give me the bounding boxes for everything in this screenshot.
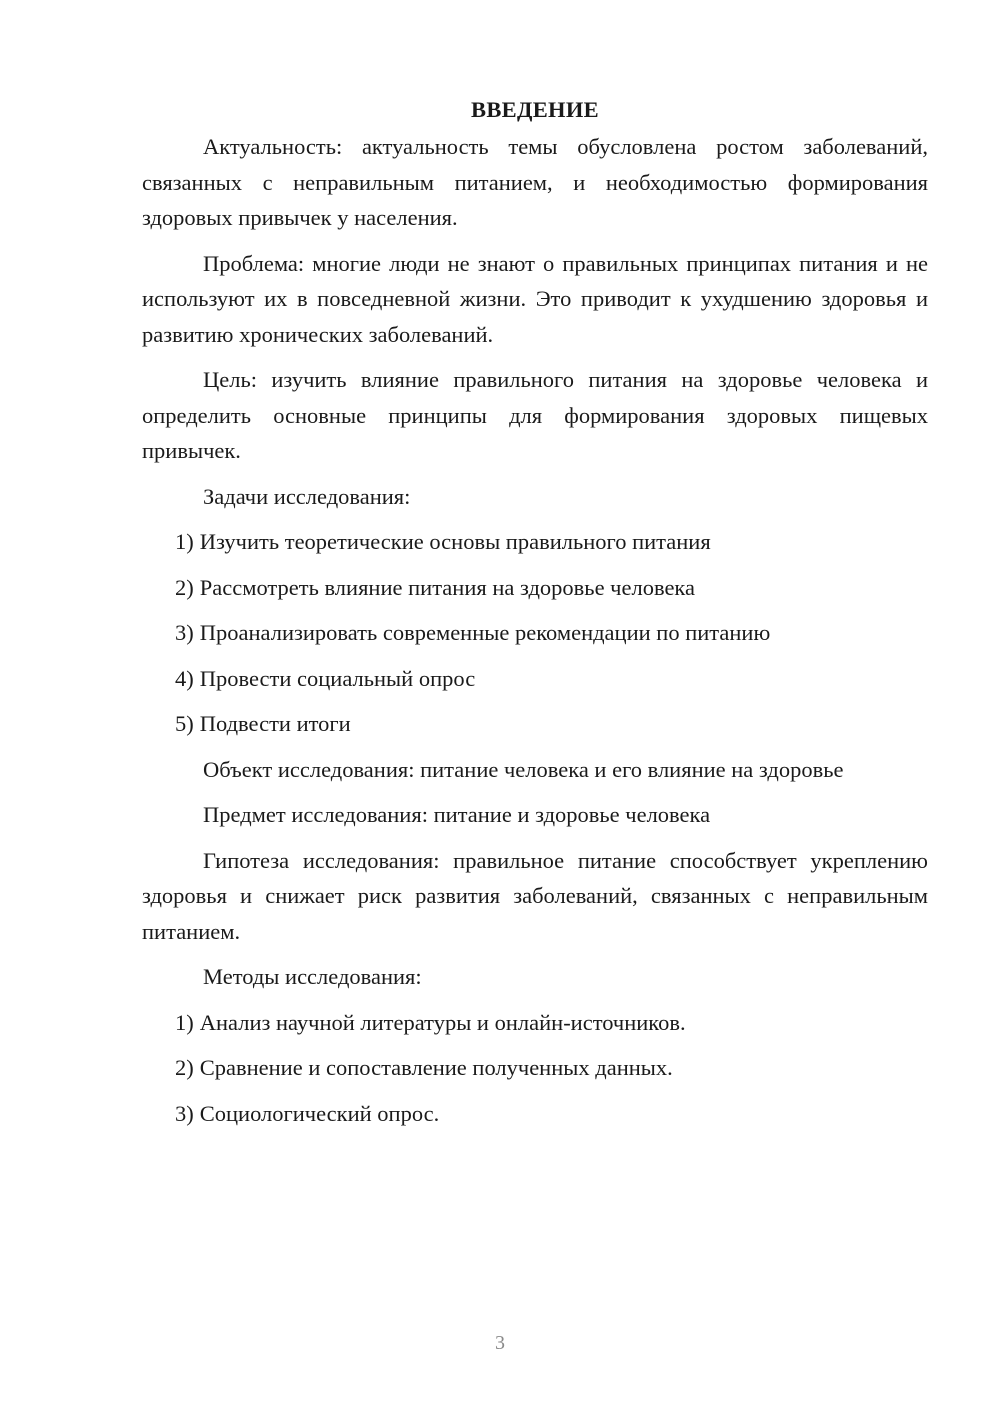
hypothesis-paragraph: Гипотеза исследования: правильное питание способствует укреплению здоровья и снижает риск развития заболеваний, связанных с неправильным питанием.	[142, 847, 928, 944]
list-item-text: Изучить теоретические основы правильного питания	[199, 529, 711, 554]
list-item-text: Проанализировать современные рекомендации по питанию	[199, 620, 771, 645]
methods-title: Методы исследования:	[203, 964, 422, 989]
list-item-text: Анализ научной литературы и онлайн-источников.	[199, 1009, 686, 1035]
list-item	[142, 1050, 928, 1086]
list-item-number: 5)	[175, 711, 194, 736]
list-item-text: Подвести итоги	[199, 711, 351, 736]
list-item-text: Сравнение и сопоставление полученных данных.	[199, 1055, 673, 1080]
tasks-list	[142, 524, 928, 742]
methods-list	[142, 1005, 928, 1132]
subject-line: Предмет исследования: питание и здоровье человека	[203, 802, 711, 827]
problem-paragraph: Проблема: многие люди не знают о правильных принципах питания и не используют их в повседневной жизни. Это приводит к ухудшению здоровья и развитию хронических заболеваний.	[142, 250, 928, 347]
list-item-text: Провести социальный опрос	[199, 665, 476, 691]
page-number: 3	[495, 1332, 505, 1354]
list-item	[142, 1005, 928, 1041]
list-item	[142, 524, 928, 560]
list-item-number: 1)	[175, 1009, 194, 1035]
list-item	[142, 661, 928, 697]
list-item	[142, 615, 928, 651]
list-item	[142, 1096, 928, 1132]
relevance-paragraph: Актуальность: актуальность темы обусловлена ростом заболеваний, связанных с неправильным питанием, и необходимостью формирования здоровых привычек у населения.	[142, 134, 928, 230]
page-title: ВВЕДЕНИЕ	[471, 97, 599, 122]
object-line: Объект исследования: питание человека и его влияние на здоровье	[203, 756, 844, 782]
list-item-number: 2)	[175, 1055, 194, 1080]
tasks-title: Задачи исследования:	[203, 483, 411, 509]
list-item-number: 3)	[175, 620, 194, 645]
list-item-text: Социологический опрос.	[199, 1100, 440, 1126]
goal-paragraph: Цель: изучить влияние правильного питания на здоровье человека и определить основные принципы для формирования здоровых пищевых привычек.	[142, 367, 928, 463]
list-item	[142, 570, 928, 606]
list-item-number: 2)	[175, 574, 194, 600]
list-item	[142, 706, 928, 742]
list-item-number: 3)	[175, 1100, 194, 1126]
document-page	[142, 92, 928, 1141]
list-item-number: 4)	[175, 665, 194, 691]
list-item-number: 1)	[175, 529, 194, 554]
list-item-text: Рассмотреть влияние питания на здоровье человека	[199, 574, 696, 600]
